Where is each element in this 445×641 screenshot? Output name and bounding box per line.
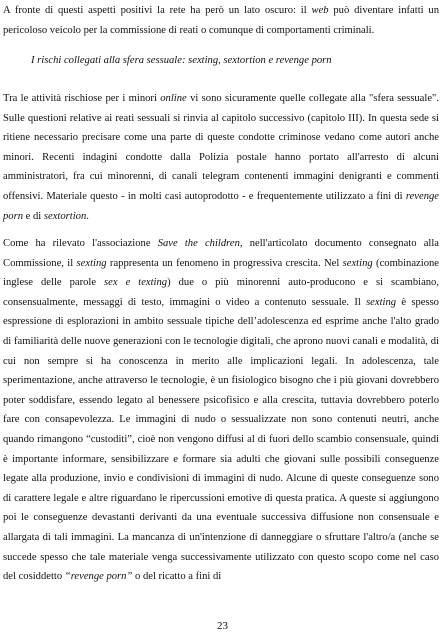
page-number: 23 [217, 620, 228, 632]
section-heading: I rischi collegati alla sfera sessuale: sexting, sextortion e revenge porn [31, 55, 332, 66]
paragraph-online-risks: Tra le attività rischiose per i minori online vi sono sicuramente quelle collegate alla "sfera sessuale". Sulle questioni relative ai reati sessuali si rinvia al capitolo successivo (capitolo III). In questa sede si ritiene necessario precisare come una parte di queste condotte criminose vedano come autori anche minori. Recenti indagini condotte dalla Polizia postale hanno portato all'arresto di alcuni amministratori, fra cui minorenni, di canali telegram contenenti immagini denigranti e commenti offensivi. Materiale questo - in molti casi autoprodotto - e frequentemente utilizzato a fini di revenge porn e di sextortion. [3, 93, 439, 222]
paragraph-sexting: Come ha rilevato l'associazione Save the children, nell'articolato documento consegnato alla Commissione, il sexting rappresenta un fenomeno in progressiva crescita. Nel sexting (combinazione inglese delle parole sex e texting) due o più minorenni auto-producono e si scambiano, consensualmente, messaggi di testo, immagini o video a contenuto sessuale. Il sexting è spesso espressione di esplorazioni in ambito sessuale tipiche dell’adolescenza ed esprime anche l'alto grado di familiarità delle nuove generazioni con le tecnologie digitali, che aprono nuovi canali e modalità, di cui non sempre si ha conoscenza in merito alle implicazioni legali. In adolescenza, tale sperimentazione, anche attraverso le tecnologie, è un fisiologico bisogno che i più giovani dovrebbero poter soddisfare, essendo legato al benessere psicofisico e alla crescita, tuttavia dovrebbero poterlo fare con consapevolezza. Le immagini di nudo o sessualizzate non sono contenuti neutri, anche quando rimangono “custoditi”, cioè non vengono diffusi al di fuori dello scambio consensuale, quindi è importante informare, sensibilizzare e formare sia adulti che giovani sulle possibili conseguenze legate alla produzione, invio e condivisioni di immagini di nudo. Alcune di queste conseguenze sono di carattere legale e altre riguardano le ripercussioni emotive di questa pratica. A queste si aggiungono poi le conseguenze devastanti derivanti da una eventuale successiva diffusione non consensuale e allargata di tali immagini. La mancanza di un'intenzione di danneggiare o sfruttare l'altro/a (anche se succede spesso che tale materiale venga successivamente utilizzato con questo scopo come nel caso del cosiddetto “revenge porn” o del ricatto a fini di [3, 238, 440, 583]
paragraph-intro: A fronte di questi aspetti positivi la rete ha però un lato oscuro: il web può diventare infatti un pericoloso veicolo per la commissione di reati o comunque di comportamenti criminali. [3, 5, 439, 36]
